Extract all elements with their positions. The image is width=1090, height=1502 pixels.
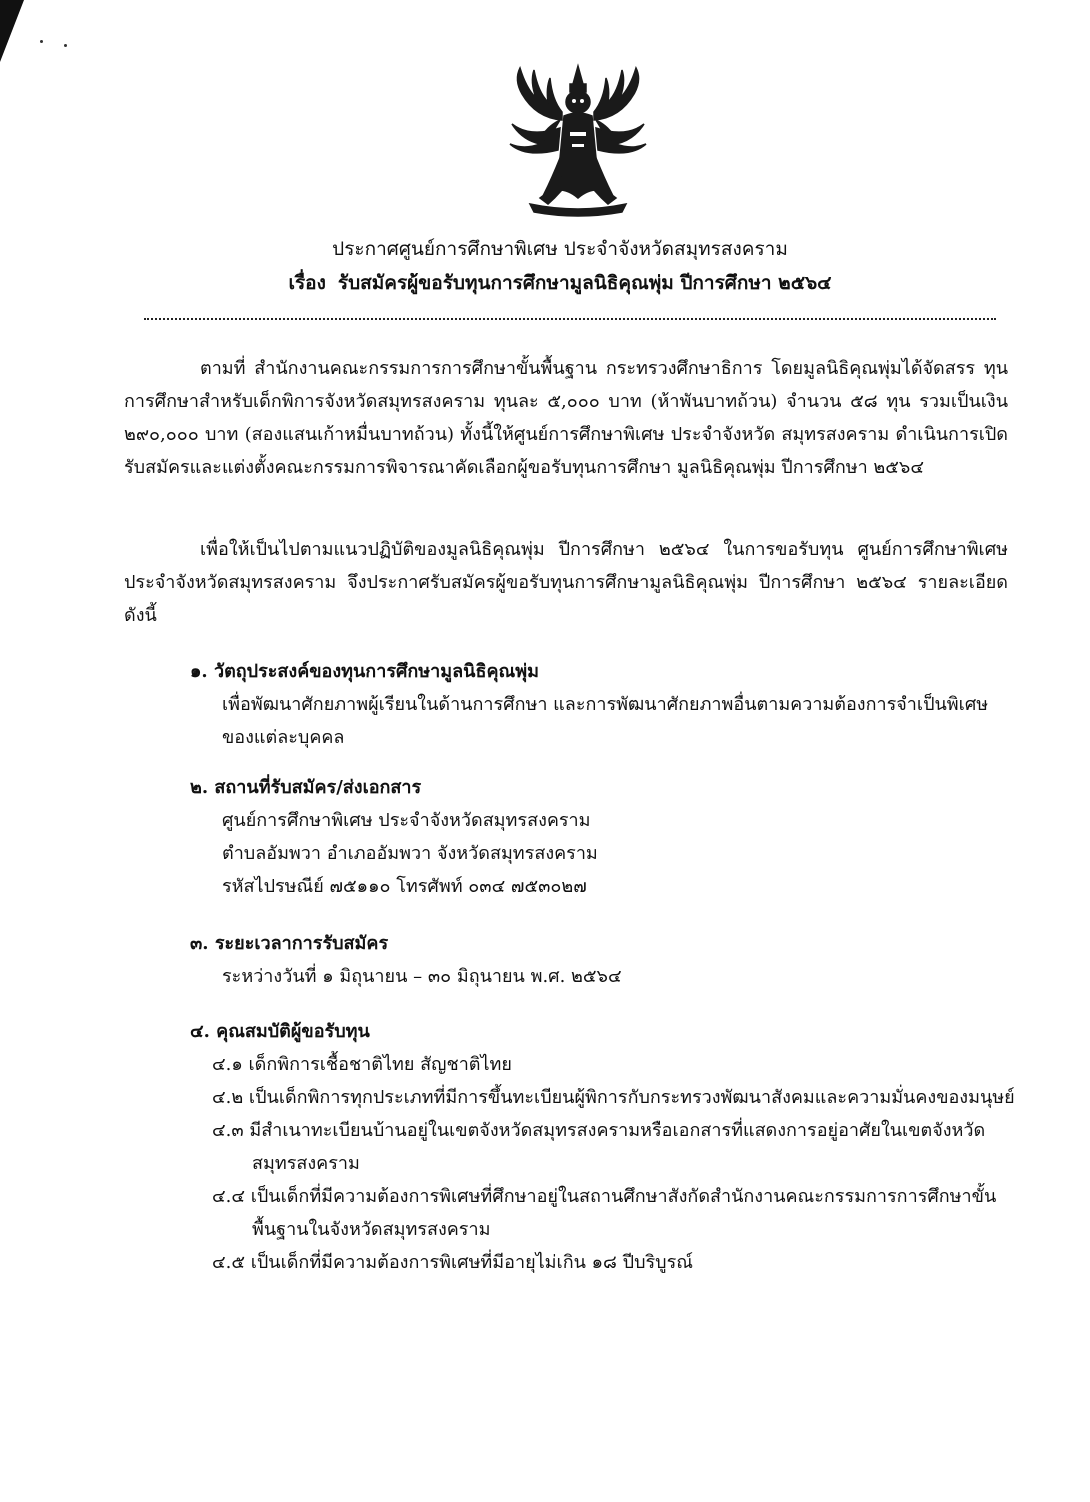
qualification-item: ๔.๑ เด็กพิการเชื้อชาติไทย สัญชาติไทย <box>212 1054 512 1075</box>
qualification-item: ๔.๓ มีสำเนาทะเบียนบ้านอยู่ในเขตจังหวัดสมุทรสงครามหรือเอกสารที่แสดงการอยู่อาศัยในเขตจังหวัดสมุทรสงคราม <box>212 1120 986 1174</box>
qualification-item: ๔.๔ เป็นเด็กที่มีความต้องการพิเศษที่ศึกษาอยู่ในสถานศึกษาสังกัดสำนักงานคณะกรรมการการศึกษาขั้นพื้นฐานในจังหวัดสมุทรสงคราม <box>212 1186 997 1240</box>
subject-label: เรื่อง <box>288 272 326 294</box>
scan-corner-shadow <box>0 0 24 62</box>
scan-speck <box>64 44 67 47</box>
section-qualifications <box>190 1015 1020 1279</box>
section-period <box>190 927 1010 993</box>
paragraph-2-text: เพื่อให้เป็นไปตามแนวปฏิบัติของมูลนิธิคุณพุ่ม ปีการศึกษา ๒๕๖๔ ในการขอรับทุน ศูนย์การศึกษาพิเศษ ประจำจังหวัดสมุทรสงคราม จึงประกาศรับสมัครผู้ขอรับทุนการศึกษามูลนิธิคุณพุ่ม ปีการศึกษา ๒๕๖๔ รายละเอียด ดังนี้ <box>124 539 1008 626</box>
section-objective-title: ๑. วัตถุประสงค์ของทุนการศึกษามูลนิธิคุณพุ่ม <box>190 661 539 682</box>
section-objective <box>190 655 1010 754</box>
paragraph-2 <box>124 533 1008 632</box>
qualification-item: ๔.๕ เป็นเด็กที่มีความต้องการพิเศษที่มีอายุไม่เกิน ๑๘ ปีบริบูรณ์ <box>212 1252 693 1273</box>
scan-speck <box>40 40 43 43</box>
period-line: ระหว่างวันที่ ๑ มิถุนายน – ๓๐ มิถุนายน พ.ศ. ๒๕๖๔ <box>222 966 622 987</box>
qualification-item: ๔.๒ เป็นเด็กพิการทุกประเภทที่มีการขึ้นทะเบียนผู้พิการกับกระทรวงพัฒนาสังคมและความมั่นคงของมนุษย์ <box>212 1087 1015 1108</box>
section-qualifications-title: ๔. คุณสมบัติผู้ขอรับทุน <box>190 1021 370 1042</box>
location-line: รหัสไปรษณีย์ ๗๕๑๑๐ โทรศัพท์ ๐๓๔ ๗๕๓๐๒๗ <box>222 876 587 897</box>
announcement-title: ประกาศศูนย์การศึกษาพิเศษ ประจำจังหวัดสมุทรสงคราม <box>332 238 788 260</box>
dotted-separator <box>144 318 996 320</box>
announcement-subject <box>120 270 1000 296</box>
section-location <box>190 771 1010 903</box>
garuda-emblem-icon <box>500 58 656 218</box>
location-line: ศูนย์การศึกษาพิเศษ ประจำจังหวัดสมุทรสงคราม <box>222 810 591 831</box>
section-period-title: ๓. ระยะเวลาการรับสมัคร <box>190 933 389 954</box>
paragraph-1-text: ตามที่ สำนักงานคณะกรรมการการศึกษาขั้นพื้นฐาน กระทรวงศึกษาธิการ โดยมูลนิธิคุณพุ่มได้จัดสรร ทุนการศึกษาสำหรับเด็กพิการจังหวัดสมุทรสงคราม ทุนละ ๕,๐๐๐ บาท (ห้าพันบาทถ้วน) จำนวน ๕๘ ทุน รวมเป็นเงิน ๒๙๐,๐๐๐ บาท (สองแสนเก้าหมื่นบาทถ้วน) ทั้งนี้ให้ศูนย์การศึกษาพิเศษ ประจำจังหวัด สมุทรสงคราม ดำเนินการเปิดรับสมัครและแต่งตั้งคณะกรรมการพิจารณาคัดเลือกผู้ขอรับทุนการศึกษา มูลนิธิคุณพุ่ม ปีการศึกษา ๒๕๖๔ <box>124 358 1008 478</box>
subject-text: รับสมัครผู้ขอรับทุนการศึกษามูลนิธิคุณพุ่ม ปีการศึกษา ๒๕๖๔ <box>337 272 832 294</box>
paragraph-1 <box>124 352 1008 484</box>
section-objective-desc: เพื่อพัฒนาศักยภาพผู้เรียนในด้านการศึกษา และการพัฒนาศักยภาพอื่นตามความต้องการจำเป็นพิเศษของแต่ละบุคคล <box>222 694 989 748</box>
section-location-title: ๒. สถานที่รับสมัคร/ส่งเอกสาร <box>190 777 422 798</box>
location-line: ตำบลอัมพวา อำเภออัมพวา จังหวัดสมุทรสงคราม <box>222 843 598 864</box>
